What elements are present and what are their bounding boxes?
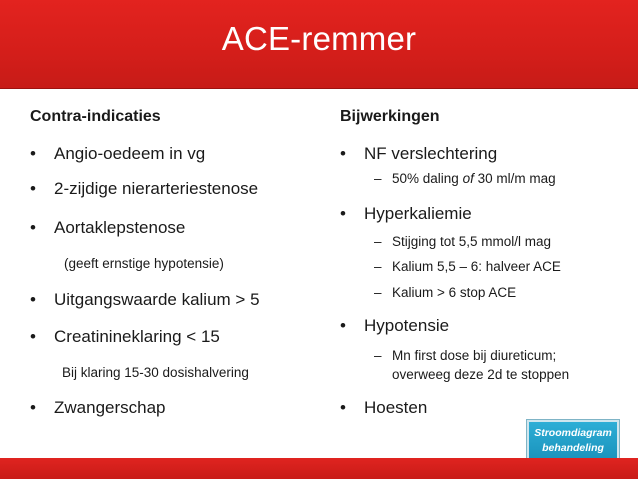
contra-indications-heading: Contra-indicaties: [30, 108, 161, 125]
effect-item-nf: • NF verslechtering: [340, 144, 498, 163]
bullet: •: [30, 327, 36, 346]
effect-item-hypotensie: • Hypotensie: [340, 316, 450, 335]
contra-item-nierarterie: • 2-zijdige nierarteriestenose: [30, 179, 259, 198]
side-effects-heading: Bijwerkingen: [340, 108, 440, 125]
contra-item-creatinine: • Creatinineklaring < 15: [30, 327, 220, 346]
contra-item-aortaklep: • Aortaklepstenose: [30, 218, 186, 237]
bullet: •: [340, 204, 346, 223]
dash: –: [374, 348, 382, 363]
bullet: •: [340, 316, 346, 335]
effect-item-hoesten: • Hoesten: [340, 398, 428, 417]
bullet: •: [30, 398, 36, 417]
flowchart-treatment-button[interactable]: [527, 420, 619, 460]
bullet: •: [30, 290, 36, 309]
flow-button-line1: Stroomdiagram: [534, 427, 612, 439]
effect-sub-kalium-1: – Stijging tot 5,5 mmol/l mag: [374, 234, 552, 249]
slide-title: ACE-remmer: [221, 20, 417, 57]
bullet: •: [30, 144, 36, 163]
bottom-bar: [0, 458, 638, 479]
dash: –: [374, 285, 382, 300]
contra-note-hypotensie: (geeft ernstige hypotensie): [64, 256, 224, 271]
dash: –: [374, 171, 382, 186]
bullet: •: [340, 398, 346, 417]
effect-item-hyperkaliemie: • Hyperkaliemie: [340, 204, 472, 223]
flow-button-line2: behandeling: [542, 442, 604, 454]
title-bar: [0, 0, 638, 89]
dash: –: [374, 234, 382, 249]
dash: –: [374, 259, 382, 274]
effect-sub-kalium-3: – Kalium > 6 stop ACE: [374, 285, 517, 300]
effect-sub-nf-daling: – 50% daling of 30 ml/m mag: [374, 171, 556, 186]
bullet: •: [340, 144, 346, 163]
effect-sub-first-dose: – Mn first dose bij diureticum; overweeg deze 2d te stoppen: [374, 348, 570, 382]
bullet: •: [30, 218, 36, 237]
contra-item-angio: • Angio-oedeem in vg: [30, 144, 206, 163]
bullet: •: [30, 179, 36, 198]
effect-sub-kalium-2: – Kalium 5,5 – 6: halveer ACE: [374, 259, 561, 274]
contra-note-klaring: Bij klaring 15-30 dosishalvering: [62, 365, 249, 380]
contra-item-kalium: • Uitgangswaarde kalium > 5: [30, 290, 260, 309]
contra-item-zwangerschap: • Zwangerschap: [30, 398, 166, 417]
